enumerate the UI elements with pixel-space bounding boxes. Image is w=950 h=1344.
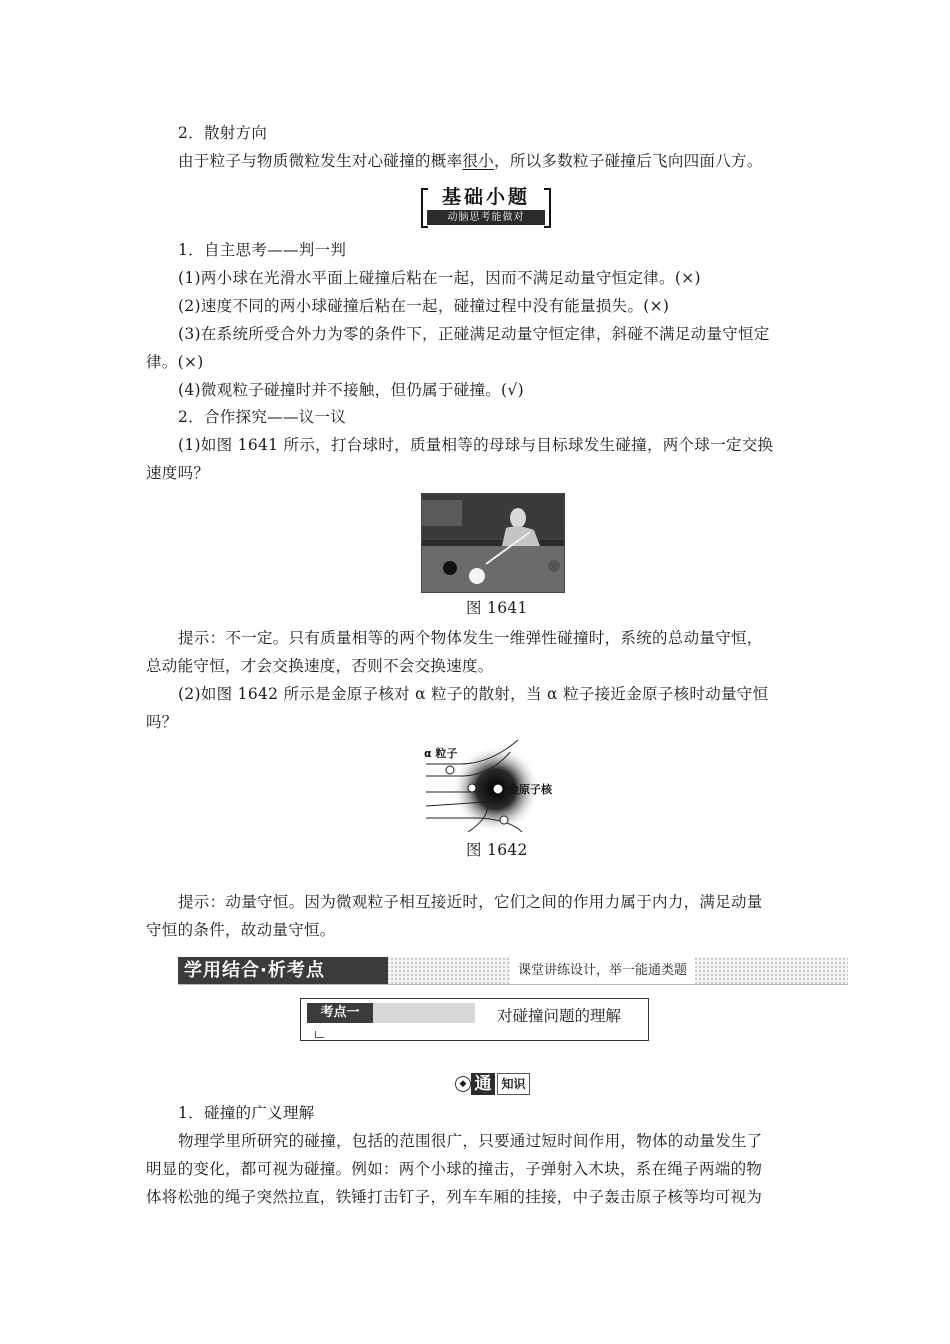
- answer-1-line-2: 总动能守恒，才会交换速度，否则不会交换速度。: [146, 657, 494, 675]
- label-alpha-particle: α 粒子: [424, 747, 458, 760]
- kaodian-tag: 考点一: [307, 1003, 373, 1023]
- diamond-icon: ◆: [455, 1076, 471, 1092]
- judge-item-3-cont: 律。(×): [146, 353, 204, 371]
- bracket-right: [544, 188, 551, 228]
- understanding-line-3: 体将松弛的绳子突然拉直，铁锤打击钉子，列车车厢的挂接，中子轰击原子核等均可视为: [146, 1188, 763, 1206]
- answer-2-line-2: 守恒的条件，故动量守恒。: [146, 921, 336, 939]
- figure-alpha-scattering: [420, 736, 570, 836]
- paragraph-scatter: [178, 151, 763, 171]
- question-2-line-2: 吗？: [146, 713, 178, 731]
- badge-subtitle: 动脑思考能做对: [427, 210, 545, 225]
- kaodian-box: [300, 998, 649, 1041]
- badge-basic-questions: [421, 186, 551, 228]
- alpha-particle-1: [446, 766, 454, 774]
- text-run: 由于粒子与物质微粒发生对心碰撞的概率: [178, 152, 463, 170]
- heading-scatter-direction: 2．散射方向: [178, 124, 268, 142]
- kaodian-corner-mark: [315, 1031, 324, 1038]
- section-banner: [178, 957, 848, 985]
- badge-title: 基础小题: [441, 186, 530, 208]
- badge-know-rest: 知识: [497, 1073, 530, 1095]
- label-gold-nucleus: 金原子核: [508, 783, 552, 796]
- figure-billiards-photo: [421, 493, 565, 593]
- figure-1641-caption: 图 1641: [466, 599, 528, 617]
- heading-self-think: 1．自主思考——判一判: [178, 241, 347, 259]
- judge-item-1: (1)两小球在光滑水平面上碰撞后粘在一起，因而不满足动量守恒定律。(×): [178, 269, 701, 287]
- kaodian-title: 对碰撞问题的理解: [497, 1007, 622, 1025]
- understanding-line-2: 明显的变化，都可视为碰撞。例如：两个小球的撞击，子弹射入木块，系在绳子两端的物: [146, 1160, 763, 1178]
- alpha-particle-2: [468, 784, 476, 792]
- understanding-line-1: 物理学里所研究的碰撞，包括的范围很广，只要通过短时间作用，物体的动量发生了: [178, 1132, 763, 1150]
- badge-know: [455, 1073, 530, 1095]
- judge-item-3: (3)在系统所受合外力为零的条件下，正碰满足动量守恒定律，斜碰不满足动量守恒定: [178, 325, 770, 343]
- question-2-line-1: (2)如图 1642 所示是金原子核对 α 粒子的散射，当 α 粒子接近金原子核时动量守恒: [178, 685, 769, 703]
- judge-item-4: (4)微观粒子碰撞时并不接触，但仍属于碰撞。(√): [178, 381, 524, 399]
- badge-know-main: 通: [471, 1073, 495, 1095]
- heading-cooperate: 2．合作探究——议一议: [178, 408, 347, 426]
- alpha-particle-3: [500, 816, 508, 824]
- question-1-line-1: (1)如图 1641 所示，打台球时，质量相等的母球与目标球发生碰撞，两个球一定交换: [178, 436, 774, 454]
- billiards-illustration: [422, 494, 564, 592]
- judge-item-2: (2)速度不同的两小球碰撞后粘在一起，碰撞过程中没有能量损失。(×): [178, 297, 670, 315]
- banner-subtitle: 课堂讲练设计，举一能通类题: [510, 957, 695, 984]
- gold-nucleus: [493, 784, 503, 794]
- answer-1-line-1: 提示：不一定。只有质量相等的两个物体发生一维弹性碰撞时，系统的总动量守恒，: [178, 629, 763, 647]
- question-1-line-2: 速度吗？: [146, 464, 210, 482]
- figure-1642-caption: 图 1642: [466, 841, 528, 859]
- text-run: ，所以多数粒子碰撞后飞向四面八方。: [494, 152, 763, 170]
- answer-2-line-1: 提示：动量守恒。因为微观粒子相互接近时，它们之间的作用力属于内力，满足动量: [178, 893, 763, 911]
- kaodian-stripe: [373, 1003, 475, 1023]
- underlined-text: 很小: [462, 152, 495, 170]
- banner-title: 学用结合·析考点: [178, 957, 388, 984]
- heading-collision-understanding: 1．碰撞的广义理解: [178, 1104, 315, 1122]
